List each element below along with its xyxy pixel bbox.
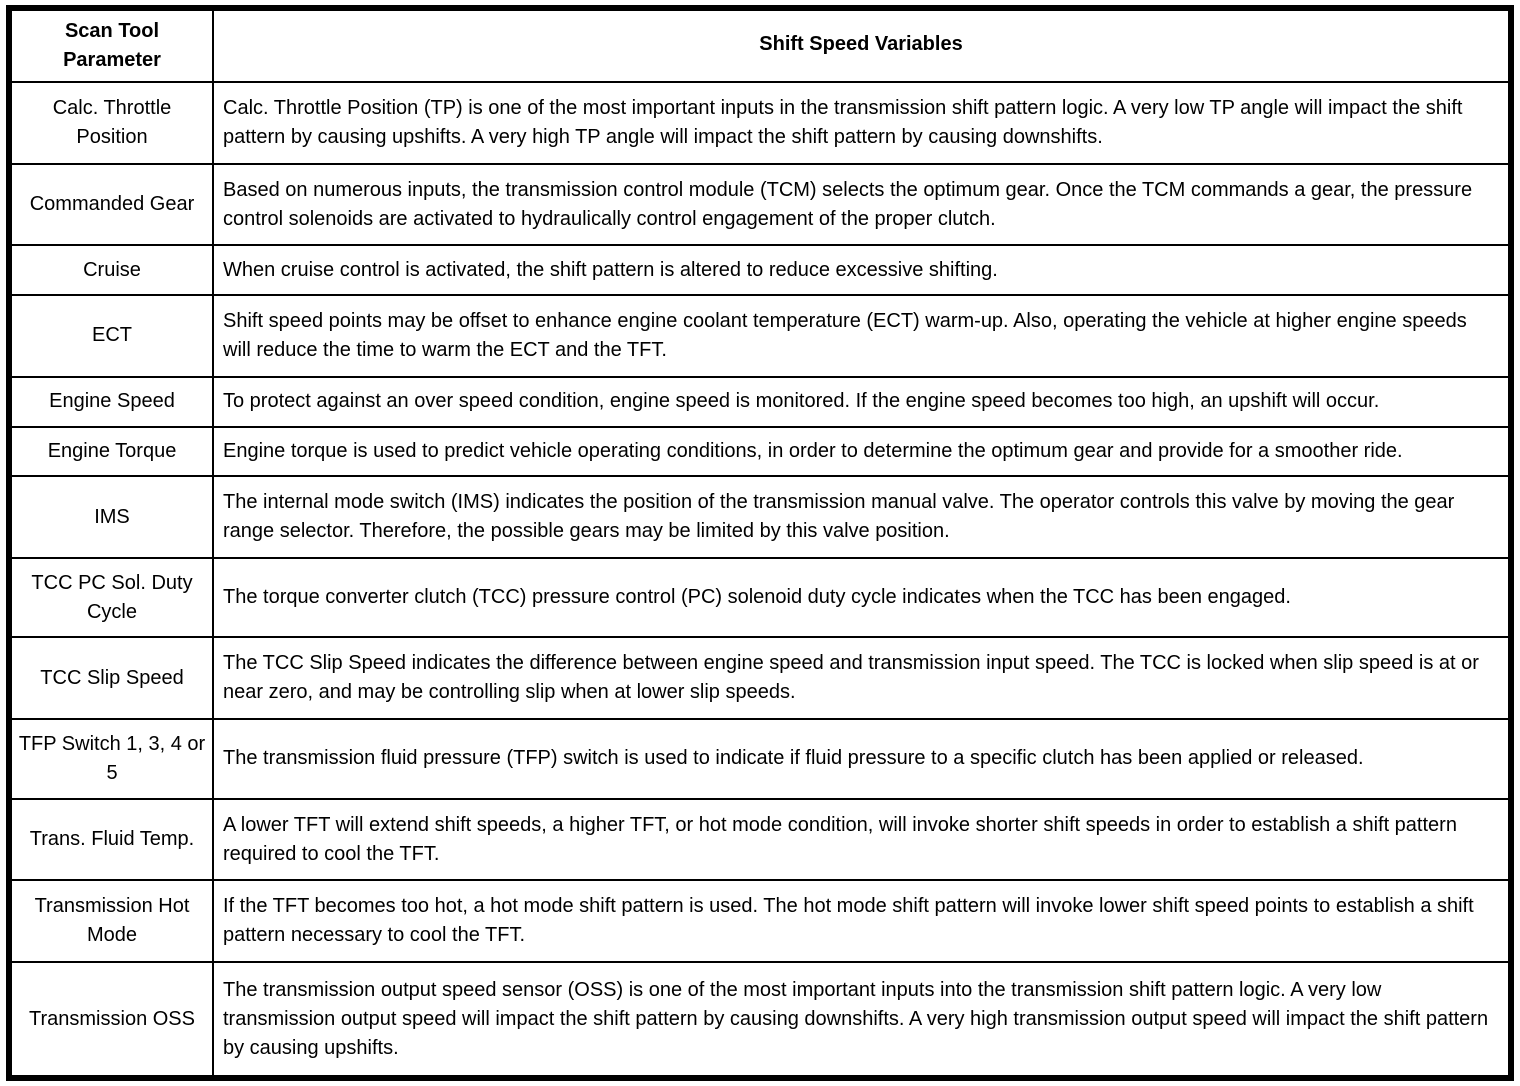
table-row — [11, 427, 1509, 477]
desc-cell: Engine torque is used to predict vehicle operating conditions, in order to determine the optimum gear and provide for a smoother ride. — [213, 427, 1509, 477]
header-scan-tool-parameter: Scan Tool Parameter — [11, 10, 213, 82]
table-row — [11, 719, 1509, 799]
header-row — [11, 10, 1509, 82]
desc-cell: Shift speed points may be offset to enhance engine coolant temperature (ECT) warm-up. Also, operating the vehicle at higher engine speeds will reduce the time to warm the ECT and the TFT. — [213, 295, 1509, 377]
table-row — [11, 558, 1509, 638]
param-cell: Commanded Gear — [11, 164, 213, 246]
param-cell: TCC Slip Speed — [11, 637, 213, 719]
desc-cell: The TCC Slip Speed indicates the difference between engine speed and transmission input speed. The TCC is locked when slip speed is at or near zero, and may be controlling slip when at lower slip speeds. — [213, 637, 1509, 719]
desc-cell: The internal mode switch (IMS) indicates the position of the transmission manual valve. The operator controls this valve by moving the gear range selector. Therefore, the possible gears may be limited by this valve position. — [213, 476, 1509, 558]
param-cell: Transmission Hot Mode — [11, 880, 213, 962]
table-row — [11, 476, 1509, 558]
param-cell: Transmission OSS — [11, 962, 213, 1076]
table-outer-border — [6, 5, 1514, 1081]
table-row — [11, 295, 1509, 377]
desc-cell: To protect against an over speed condition, engine speed is monitored. If the engine speed becomes too high, an upshift will occur. — [213, 377, 1509, 427]
table-row — [11, 377, 1509, 427]
desc-cell: The transmission output speed sensor (OSS) is one of the most important inputs into the transmission shift pattern logic. A very low transmission output speed will impact the shift pattern by causing downshifts. A very high transmission output speed will impact the shift pattern by causing upshifts. — [213, 962, 1509, 1076]
param-cell: Cruise — [11, 245, 213, 295]
param-cell: Engine Speed — [11, 377, 213, 427]
desc-cell: A lower TFT will extend shift speeds, a higher TFT, or hot mode condition, will invoke shorter shift speeds in order to establish a shift pattern required to cool the TFT. — [213, 799, 1509, 881]
param-cell: ECT — [11, 295, 213, 377]
desc-cell: Based on numerous inputs, the transmission control module (TCM) selects the optimum gear. Once the TCM commands a gear, the pressure control solenoids are activated to hydraulically control engagement of the proper clutch. — [213, 164, 1509, 246]
param-cell: IMS — [11, 476, 213, 558]
table-body — [11, 82, 1509, 1076]
param-cell: TCC PC Sol. Duty Cycle — [11, 558, 213, 638]
table-row — [11, 245, 1509, 295]
table-row — [11, 637, 1509, 719]
param-cell: Calc. Throttle Position — [11, 82, 213, 164]
table-row — [11, 164, 1509, 246]
desc-cell: If the TFT becomes too hot, a hot mode shift pattern is used. The hot mode shift pattern will invoke lower shift speed points to establish a shift pattern necessary to cool the TFT. — [213, 880, 1509, 962]
desc-cell: The torque converter clutch (TCC) pressure control (PC) solenoid duty cycle indicates when the TCC has been engaged. — [213, 558, 1509, 638]
param-cell: Engine Torque — [11, 427, 213, 477]
table-header — [11, 10, 1509, 82]
header-shift-speed-variables: Shift Speed Variables — [213, 10, 1509, 82]
desc-cell: When cruise control is activated, the shift pattern is altered to reduce excessive shifting. — [213, 245, 1509, 295]
table-row — [11, 82, 1509, 164]
table-row — [11, 799, 1509, 881]
param-cell: Trans. Fluid Temp. — [11, 799, 213, 881]
desc-cell: The transmission fluid pressure (TFP) switch is used to indicate if fluid pressure to a specific clutch has been applied or released. — [213, 719, 1509, 799]
param-cell: TFP Switch 1, 3, 4 or 5 — [11, 719, 213, 799]
table-row — [11, 962, 1509, 1076]
table-row — [11, 880, 1509, 962]
desc-cell: Calc. Throttle Position (TP) is one of the most important inputs in the transmission shift pattern logic. A very low TP angle will impact the shift pattern by causing upshifts. A very high TP angle will impact the shift pattern by causing downshifts. — [213, 82, 1509, 164]
shift-speed-variables-table — [10, 9, 1510, 1077]
